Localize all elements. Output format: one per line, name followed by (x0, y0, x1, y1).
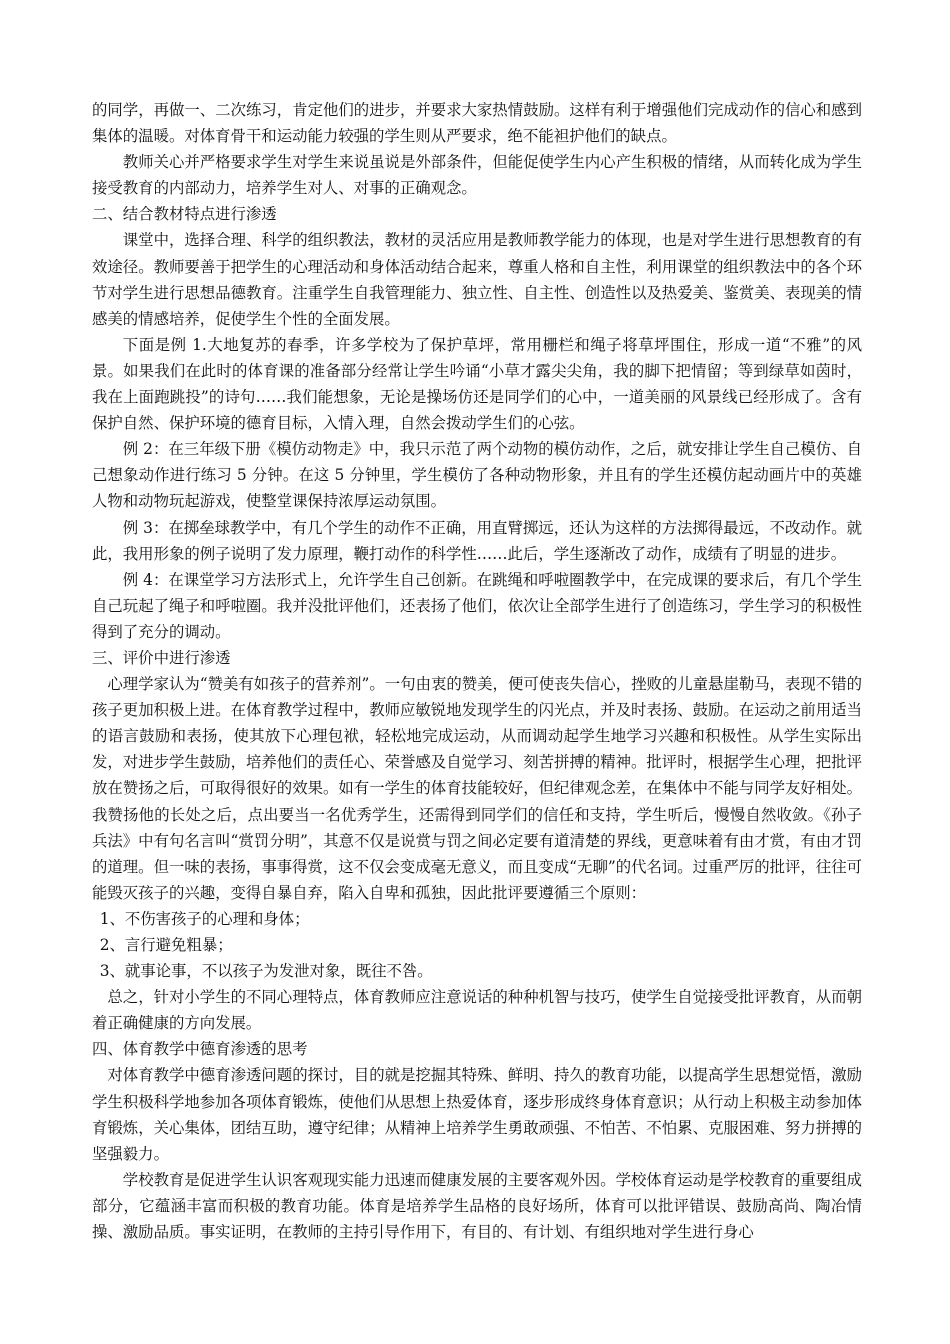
paragraph-praise: 心理学家认为“赞美有如孩子的营养剂”。一句由衷的赞美，便可使丧失信心，挫败的儿童悬崖勒马，表现不错的孩子更加积极上进。在体育教学过程中，教师应敏锐地发现学生的闪光点，并及时表扬、鼓励。在运动之前用适当的语言鼓励和表扬，使其放下心理包袱，轻松地完成运动，从而调动起学生地学习兴趣和积极性。从学生实际出发，对进步学生鼓励，培养他们的责任心、荣誉感及自觉学习、刻苦拼搏的精神。批评时，根据学生心理，把批评放在赞扬之后，可取得很好的效果。如有一学生的体育技能较好，但纪律观念差，在集体中不能与同学友好相处。我赞扬他的长处之后，点出要当一名优秀学生，还需得到同学们的信任和支持，学生听后，慢慢自然收敛。《孙子兵法》中有句名言叫“赏罚分明”，其意不仅是说赏与罚之间必定要有道清楚的界线，更意味着有由才赏，有由才罚的道理。但一味的表扬，事事得赏，这不仅会变成毫无意义，而且变成“无聊”的代名词。过重严厉的批评，往往可能毁灭孩子的兴趣，变得自暴自弃，陷入自卑和孤独，因此批评要遵循三个原则： (92, 675, 862, 902)
paragraph-example-2: 例 2：在三年级下册《模仿动物走》中，我只示范了两个动物的模仿动作，之后，就安排让学生自己模仿、自己想象动作进行练习 5 分钟。在这 5 分钟里，学生模仿了各种动物形象，并且有的学生还模仿起动画片中的英雄人物和动物玩起游戏，使整堂课保持浓厚运动氛围。 (92, 440, 862, 511)
paragraph-example-3: 例 3：在掷垒球教学中，有几个学生的动作不正确，用直臂掷远，还认为这样的方法掷得最远，不改动作。就此，我用形象的例子说明了发力原理，鞭打动作的科学性……此后，学生逐渐改了动作，成绩有了明显的进步。 (92, 518, 862, 563)
paragraph-reflection: 对体育教学中德育渗透问题的探讨，目的就是挖掘其特殊、鲜明、持久的教育功能，以提高学生思想觉悟，激励学生积极科学地参加各项体育锻炼，使他们从思想上热爱体育，逐步形成终身体育意识；从行动上积极主动参加体育锻炼，关心集体，团结互助，遵守纪律；从精神上培养学生勇敢顽强、不怕苦、不怕累、克服困难、努力拼搏的坚强毅力。 (92, 1066, 862, 1163)
section-heading-3: 三、评价中进行渗透 (92, 648, 231, 667)
principle-item-3: 3、就事论事，不以孩子为发泄对象，既往不咎。 (99, 962, 433, 981)
principle-item-1: 1、不伤害孩子的心理和身体； (99, 909, 310, 928)
section-heading-2: 二、结合教材特点进行渗透 (92, 205, 277, 224)
paragraph-teacher-care: 教师关心并严格要求学生对学生来说虽说是外部条件，但能促使学生内心产生积极的情绪，从而转化成为学生接受教育的内部动力，培养学生对人、对事的正确观念。 (92, 153, 862, 198)
document-page (92, 97, 862, 1245)
section-heading-4: 四、体育教学中德育渗透的思考 (92, 1040, 308, 1059)
paragraph-summary: 总之，针对小学生的不同心理特点，体育教师应注意说话的种种机智与技巧，使学生自觉接受批评教育，从而朝着正确健康的方向发展。 (92, 988, 862, 1033)
paragraph-example-4: 例 4：在课堂学习方法形式上，允许学生自己创新。在跳绳和呼啦圈教学中，在完成课的要求后，有几个学生自己玩起了绳子和呼啦圈。我并没批评他们，还表扬了他们，依次让全部学生进行了创造练习，学生学习的积极性得到了充分的调动。 (92, 570, 862, 641)
paragraph-continuation: 的同学，再做一、二次练习，肯定他们的进步，并要求大家热情鼓励。这样有利于增强他们完成动作的信心和感到集体的温暖。对体育骨干和运动能力较强的学生则从严要求，绝不能袒护他们的缺点。 (92, 101, 862, 146)
paragraph-example-1: 下面是例 1.大地复苏的春季，许多学校为了保护草坪，常用栅栏和绳子将草坪围住，形成一道“不雅”的风景。如果我们在此时的体育课的准备部分经常让学生吟诵“小草才露尖尖角，我的脚下把情留；等到绿草如茵时，我在上面跑跳投”的诗句……我们能想象，无论是操场仿还是同学们的心中，一道美丽的风景线已经形成了。含有保护自然、保护环境的德育目标，入情入理，自然会拨动学生们的心弦。 (92, 335, 862, 433)
paragraph-classroom: 课堂中，选择合理、科学的组织教法，教材的灵活应用是教师教学能力的体现，也是对学生进行思想教育的有效途径。教师要善于把学生的心理活动和身体活动结合起来，尊重人格和自主性，利用课堂的组织教法中的各个环节对学生进行思想品德教育。注重学生自我管理能力、独立性、自主性、创造性以及热爱美、鉴赏美、表现美的情感美的情感培养，促使学生个性的全面发展。 (92, 231, 862, 328)
paragraph-school-education: 学校教育是促进学生认识客观现实能力迅速而健康发展的主要客观外因。学校体育运动是学校教育的重要组成部分，它蕴涵丰富而积极的教育功能。体育是培养学生品格的良好场所，体育可以批评错误、鼓励高尚、陶冶情操、激励品质。事实证明，在教师的主持引导作用下，有目的、有计划、有组织地对学生进行身心 (92, 1170, 862, 1242)
principle-item-2: 2、言行避免粗暴； (99, 936, 233, 954)
